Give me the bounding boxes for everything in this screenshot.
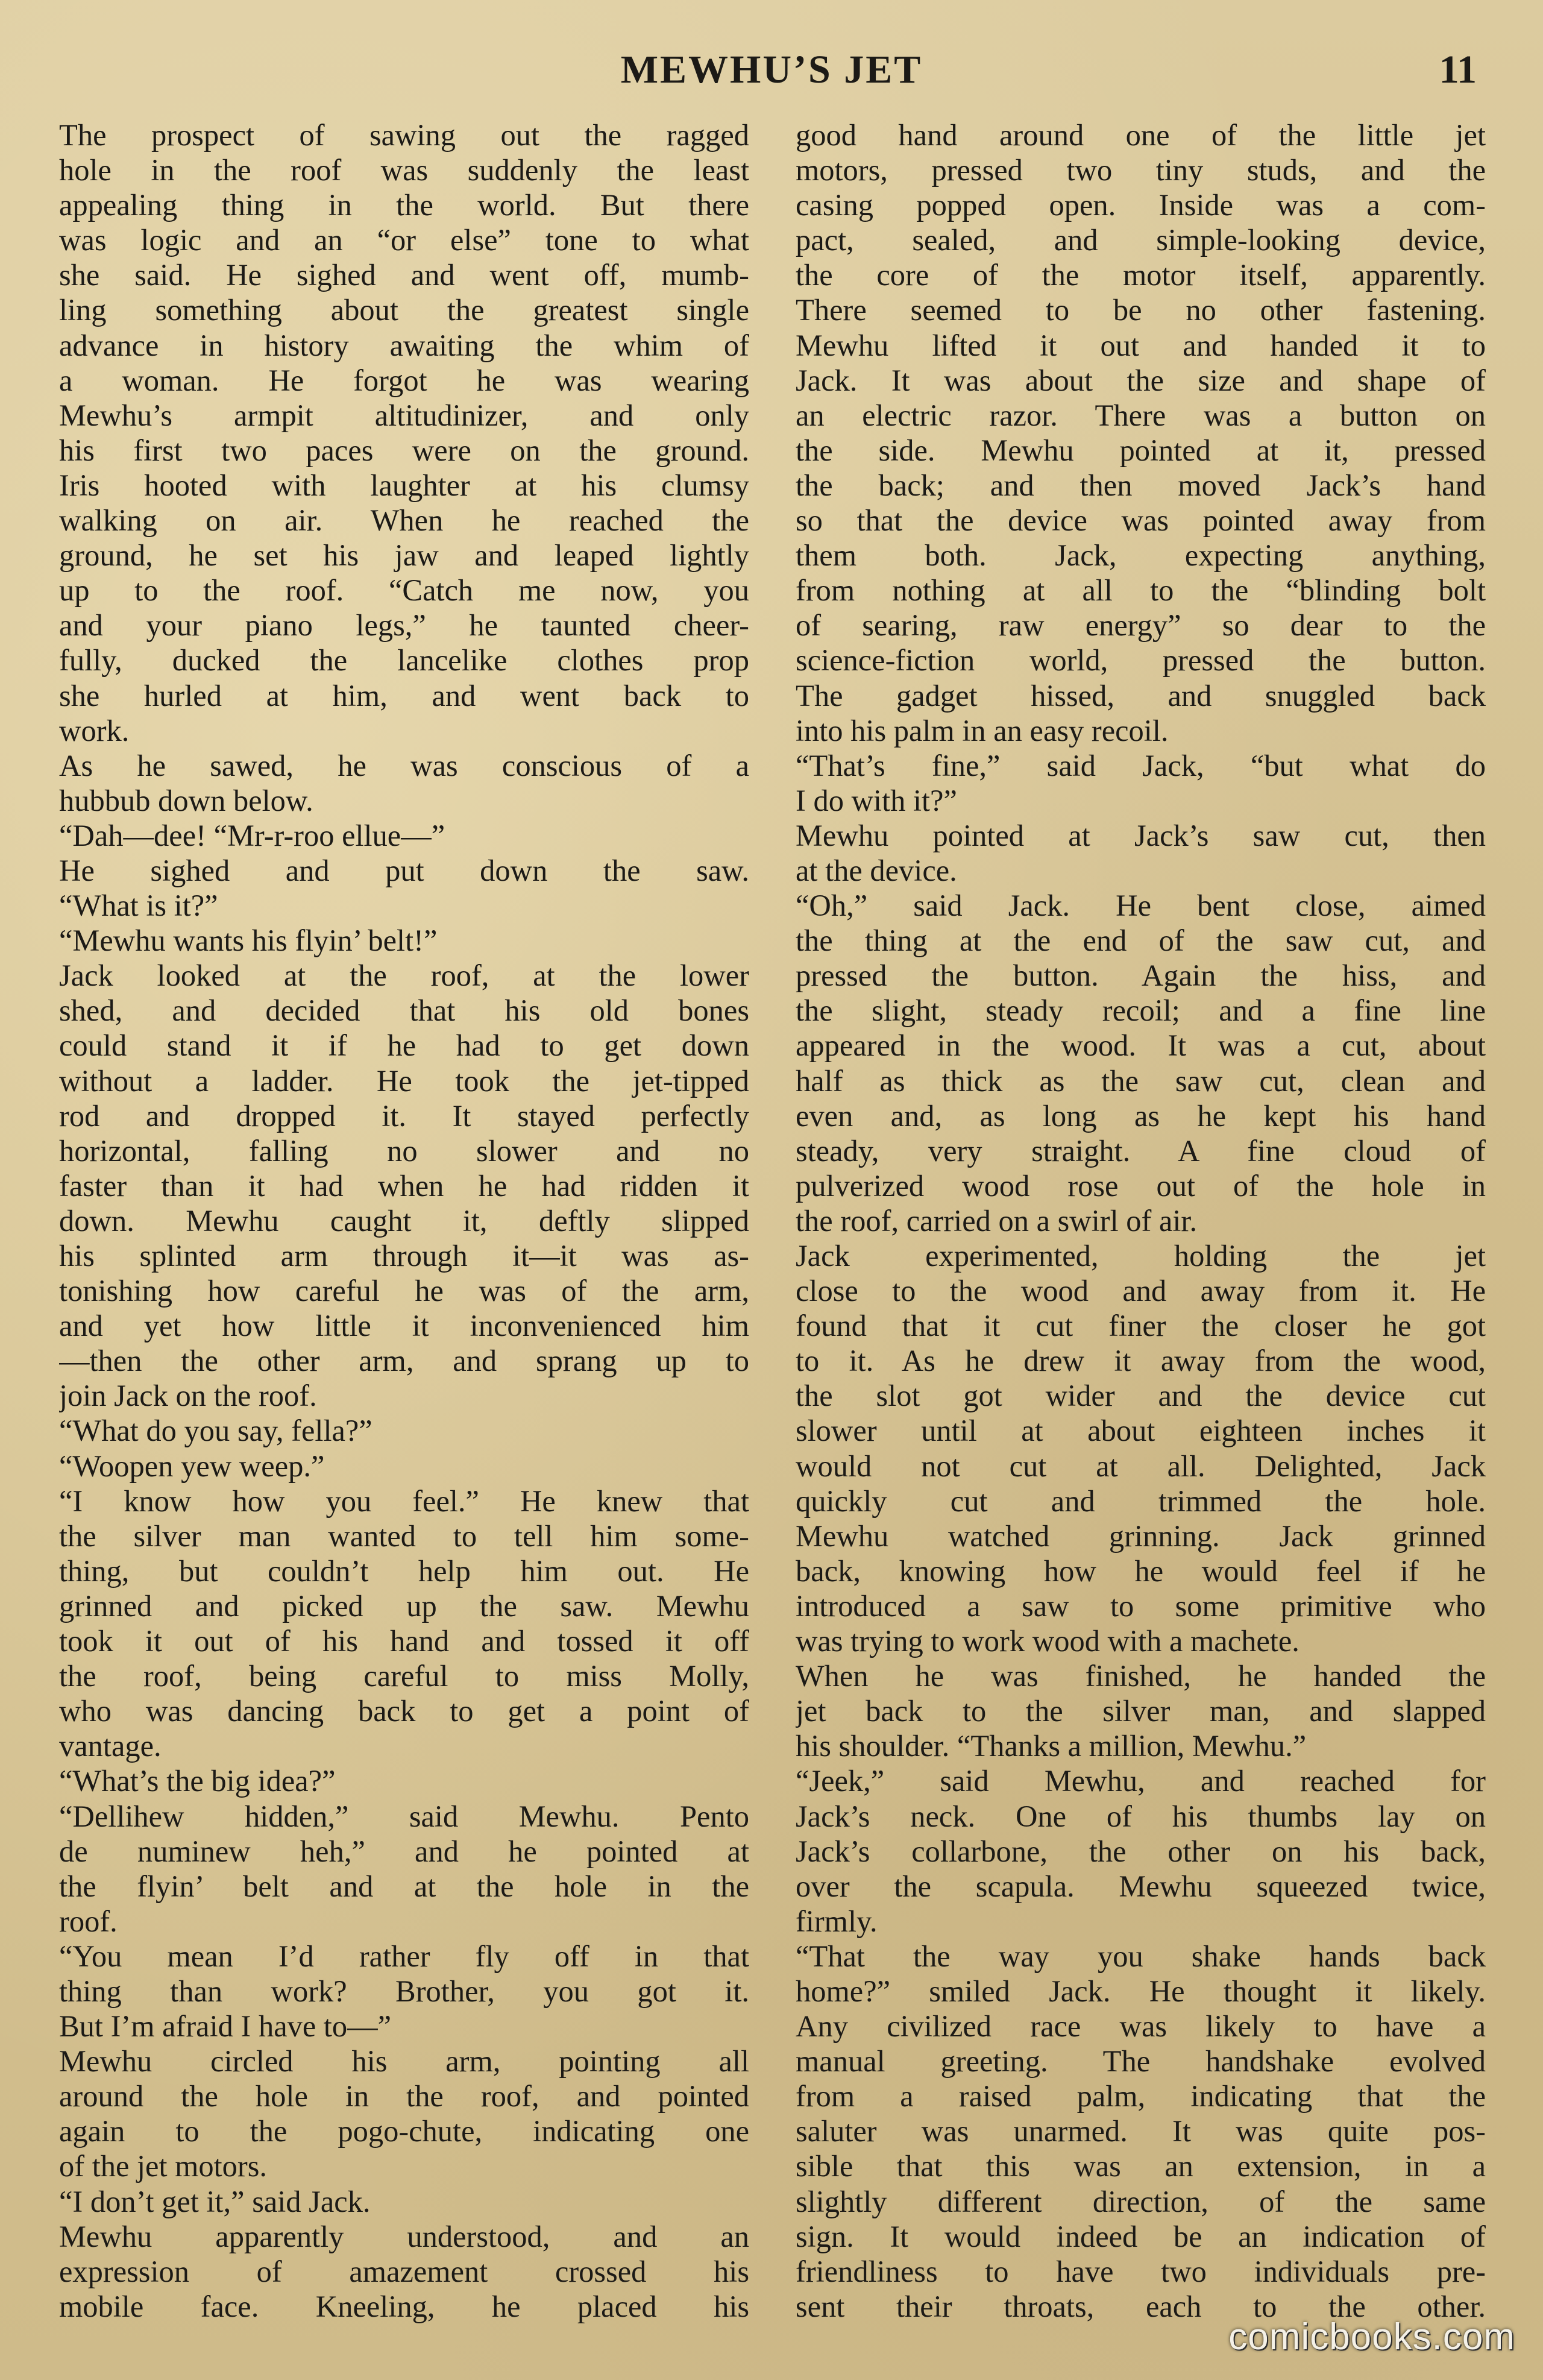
text-line: his splinted arm through it—it was as- — [59, 1239, 749, 1273]
text-line: again to the pogo-chute, indicating one — [59, 2114, 749, 2149]
text-line: “What do you say, fella?” — [59, 1414, 372, 1448]
text-line: sible that this was an extension, in a — [796, 2149, 1486, 2183]
text-line: would not cut at all. Delighted, Jack — [796, 1449, 1486, 1483]
running-title: MEWHU’S JET — [620, 48, 923, 92]
text-line: a woman. He forgot he was wearing — [59, 363, 749, 397]
text-line: the side. Mewhu pointed at it, pressed — [796, 433, 1486, 467]
text-line: “Oh,” said Jack. He bent close, aimed — [796, 889, 1486, 923]
text-line: up to the roof. “Catch me now, you — [59, 573, 749, 608]
text-line: Jack’s neck. One of his thumbs lay on — [796, 1799, 1486, 1833]
text-line: introduced a saw to some primitive who — [796, 1588, 1486, 1623]
text-line: the thing at the end of the saw cut, and — [796, 924, 1486, 958]
text-line: “What is it?” — [59, 889, 218, 923]
text-line: The prospect of sawing out the ragged — [59, 118, 749, 152]
text-line: “That the way you shake hands back — [796, 1939, 1486, 1973]
text-line: Mewhu watched grinning. Jack grinned — [796, 1519, 1486, 1553]
text-line: the slight, steady recoil; and a fine line — [796, 993, 1486, 1028]
text-line: hubbub down below. — [59, 783, 313, 817]
text-line: Mewhu circled his arm, pointing all — [59, 2044, 749, 2079]
text-line: the roof, carried on a swirl of air. — [796, 1203, 1198, 1238]
text-line: ground, he set his jaw and leaped lightly — [59, 538, 749, 573]
text-line: quickly cut and trimmed the hole. — [796, 1484, 1486, 1518]
text-line: “That’s fine,” said Jack, “but what do — [796, 748, 1486, 782]
page-number: 11 — [1439, 48, 1477, 92]
text-line: even and, as long as he kept his hand — [796, 1098, 1486, 1133]
text-line: appealing thing in the world. But there — [59, 188, 749, 222]
text-line: mobile face. Kneeling, he placed his — [59, 2289, 749, 2323]
text-line: vantage. — [59, 1729, 162, 1763]
text-line: was logic and an “or else” tone to what — [59, 223, 749, 257]
text-line: “I know how you feel.” He knew that — [59, 1484, 749, 1518]
text-line: steady, very straight. A fine cloud of — [796, 1133, 1486, 1168]
text-line: rod and dropped it. It stayed perfectly — [59, 1098, 749, 1133]
text-line: thing, but couldn’t help him out. He — [59, 1554, 749, 1588]
text-line: his shoulder. “Thanks a million, Mewhu.” — [796, 1729, 1307, 1763]
text-line: from nothing at all to the “blinding bolt — [796, 573, 1486, 608]
text-line: casing popped open. Inside was a com- — [796, 188, 1486, 222]
text-line: There seemed to be no other fastening. — [796, 293, 1486, 327]
text-line: to it. As he drew it away from the wood, — [796, 1344, 1486, 1378]
text-line: Any civilized race was likely to have a — [796, 2009, 1486, 2044]
text-line: from a raised palm, indicating that the — [796, 2079, 1486, 2114]
text-line: friendliness to have two individuals pre- — [796, 2254, 1486, 2288]
text-line: Jack. It was about the size and shape of — [796, 363, 1486, 397]
text-line: the core of the motor itself, apparently. — [796, 258, 1486, 292]
text-line: I do with it?” — [796, 783, 957, 817]
text-line: them both. Jack, expecting anything, — [796, 538, 1486, 573]
text-line: As he sawed, he was conscious of a — [59, 748, 749, 782]
text-line: ling something about the greatest single — [59, 293, 749, 327]
text-line: slightly different direction, of the same — [796, 2184, 1486, 2218]
text-line: tonishing how careful he was of the arm, — [59, 1274, 749, 1308]
text-line: Mewhu pointed at Jack’s saw cut, then — [796, 818, 1486, 852]
text-line: close to the wood and away from it. He — [796, 1274, 1486, 1308]
text-line: join Jack on the roof. — [59, 1379, 317, 1413]
text-line: over the scapula. Mewhu squeezed twice, — [796, 1869, 1486, 1903]
text-line: expression of amazement crossed his — [59, 2254, 749, 2288]
text-line: the silver man wanted to tell him some- — [59, 1519, 749, 1553]
text-line: slower until at about eighteen inches it — [796, 1414, 1486, 1448]
text-line: “What’s the big idea?” — [59, 1764, 336, 1798]
text-line: shed, and decided that his old bones — [59, 993, 749, 1028]
text-line: walking on air. When he reached the — [59, 503, 749, 538]
text-line: advance in history awaiting the whim of — [59, 328, 749, 362]
text-line: pressed the button. Again the hiss, and — [796, 959, 1486, 993]
text-column-right — [796, 118, 1486, 2324]
text-line: the slot got wider and the device cut — [796, 1379, 1486, 1413]
text-line: back, knowing how he would feel if he — [796, 1554, 1486, 1588]
text-line: Mewhu’s armpit altitudinizer, and only — [59, 398, 749, 432]
text-line: who was dancing back to get a point of — [59, 1694, 749, 1728]
text-line: around the hole in the roof, and pointed — [59, 2079, 749, 2114]
text-line: Jack looked at the roof, at the lower — [59, 959, 749, 993]
text-line: an electric razor. There was a button on — [796, 398, 1486, 432]
text-line: at the device. — [796, 853, 957, 887]
text-line: Jack experimented, holding the jet — [796, 1239, 1486, 1273]
text-line: she hurled at him, and went back to — [59, 678, 749, 713]
text-line: home?” smiled Jack. He thought it likely. — [796, 1974, 1486, 2008]
text-line: the back; and then moved Jack’s hand — [796, 468, 1486, 502]
text-line: without a ladder. He took the jet-tipped — [59, 1063, 749, 1098]
text-line: The gadget hissed, and snuggled back — [796, 678, 1486, 713]
text-line: half as thick as the saw cut, clean and — [796, 1063, 1486, 1098]
text-line: found that it cut finer the closer he got — [796, 1309, 1486, 1343]
text-line: Iris hooted with laughter at his clumsy — [59, 468, 749, 502]
text-line: and yet how little it inconvenienced him — [59, 1309, 749, 1343]
text-line: Mewhu apparently understood, and an — [59, 2219, 749, 2253]
text-line: motors, pressed two tiny studs, and the — [796, 153, 1486, 187]
text-line: —then the other arm, and sprang up to — [59, 1344, 749, 1378]
text-line: the flyin’ belt and at the hole in the — [59, 1869, 749, 1903]
text-line: pulverized wood rose out of the hole in — [796, 1168, 1486, 1203]
text-line: Jack’s collarbone, the other on his back, — [796, 1834, 1486, 1868]
text-line: “Dellihew hidden,” said Mewhu. Pento — [59, 1799, 749, 1833]
text-line: fully, ducked the lancelike clothes prop — [59, 643, 749, 678]
text-line: “You mean I’d rather fly off in that — [59, 1939, 749, 1973]
text-line: “Woopen yew weep.” — [59, 1449, 325, 1483]
text-line: jet back to the silver man, and slapped — [796, 1694, 1486, 1728]
text-line: Mewhu lifted it out and handed it to — [796, 328, 1486, 362]
text-line: grinned and picked up the saw. Mewhu — [59, 1588, 749, 1623]
text-line: thing than work? Brother, you got it. — [59, 1974, 749, 2008]
text-line: could stand it if he had to get down — [59, 1028, 749, 1063]
text-line: “Jeek,” said Mewhu, and reached for — [796, 1764, 1486, 1798]
text-column-left — [59, 118, 749, 2324]
text-line: into his palm in an easy recoil. — [796, 713, 1169, 748]
page-header — [58, 47, 1485, 101]
text-line: But I’m afraid I have to—” — [59, 2009, 392, 2044]
text-line: When he was finished, he handed the — [796, 1659, 1486, 1693]
text-line: de numinew heh,” and he pointed at — [59, 1834, 749, 1868]
text-line: the roof, being careful to miss Molly, — [59, 1659, 749, 1693]
text-line: work. — [59, 713, 130, 748]
text-line: sign. It would indeed be an indication of — [796, 2219, 1486, 2253]
text-line: faster than it had when he had ridden it — [59, 1168, 749, 1203]
text-line: manual greeting. The handshake evolved — [796, 2044, 1486, 2079]
text-line: she said. He sighed and went off, mumb- — [59, 258, 749, 292]
text-line: of the jet motors. — [59, 2149, 268, 2183]
text-line: down. Mewhu caught it, deftly slipped — [59, 1203, 749, 1238]
text-line: and your piano legs,” he taunted cheer- — [59, 608, 749, 643]
text-line: was trying to work wood with a machete. — [796, 1624, 1299, 1658]
text-line: hole in the roof was suddenly the least — [59, 153, 749, 187]
text-line: of searing, raw energy” so dear to the — [796, 608, 1486, 643]
watermark: comicbooks.com — [1228, 2316, 1515, 2358]
text-line: pact, sealed, and simple-looking device, — [796, 223, 1486, 257]
text-line: appeared in the wood. It was a cut, about — [796, 1028, 1486, 1063]
text-line: took it out of his hand and tossed it off — [59, 1624, 749, 1658]
text-line: good hand around one of the little jet — [796, 118, 1486, 152]
text-line: his first two paces were on the ground. — [59, 433, 749, 467]
text-line: “Mewhu wants his flyin’ belt!” — [59, 924, 438, 958]
text-line: roof. — [59, 1904, 118, 1938]
text-line: science-fiction world, pressed the button. — [796, 643, 1486, 678]
text-line: saluter was unarmed. It was quite pos- — [796, 2114, 1486, 2149]
text-line: He sighed and put down the saw. — [59, 853, 749, 887]
text-line: “I don’t get it,” said Jack. — [59, 2184, 371, 2218]
text-line: horizontal, falling no slower and no — [59, 1133, 749, 1168]
text-line: so that the device was pointed away from — [796, 503, 1486, 538]
text-line: “Dah—dee! “Mr-r-roo ellue—” — [59, 818, 445, 852]
text-line: sent their throats, each to the other. — [796, 2289, 1486, 2323]
text-line: firmly. — [796, 1904, 878, 1938]
